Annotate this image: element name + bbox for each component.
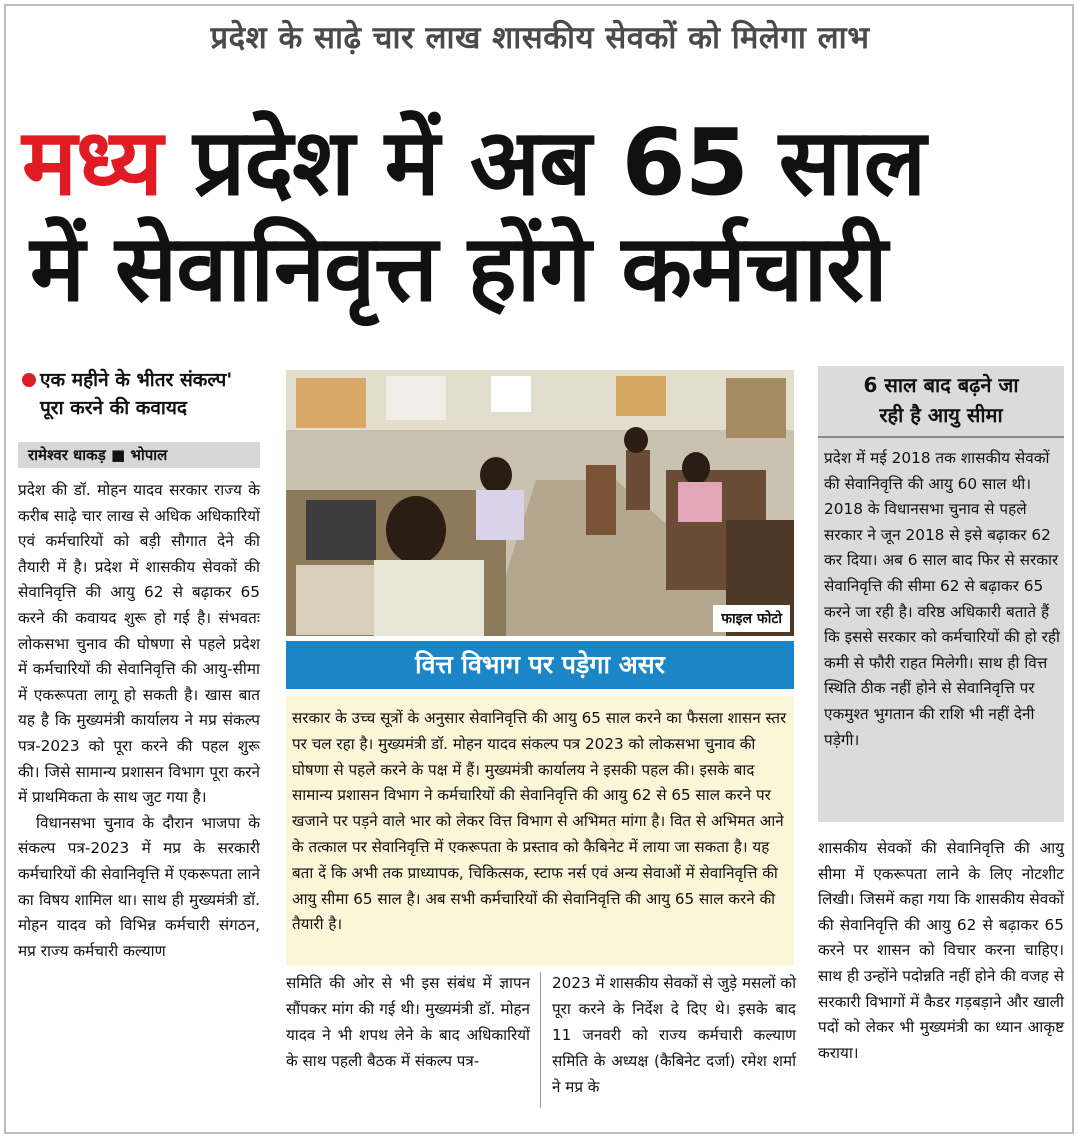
middle-column-2 bbox=[552, 970, 796, 1100]
red-bullet-icon bbox=[22, 373, 36, 387]
sidebar-title-line2: रही है आयु सीमा bbox=[879, 403, 1003, 427]
right-column-text: शासकीय सेवकों की सेवानिवृत्ति की आयु सीमा में एकरूपता लाने के लिए नोटशीट लिखी। जिसमें कहा गया कि शासकीय सेवकों की सेवानिवृत्ति की आयु 62 से बढ़ाकर 65 करने पर शासन को विचार करना चाहिए। साथ ही उन्होंने पदोन्नति नहीं होने की वजह से सरकारी विभागों में कैडर गड़बड़ाने और खाली पदों को लेकर भी मुख्यमंत्री का ध्यान आकृष्ट कराया। bbox=[818, 839, 1064, 1062]
sidebar-title bbox=[818, 370, 1064, 430]
sidebar-divider bbox=[818, 436, 1064, 438]
left-subheading bbox=[22, 366, 262, 422]
highlight-box-text: सरकार के उच्च सूत्रों के अनुसार सेवानिवृत्ति की आयु 65 साल करने का फैसला शासन स्तर पर चल रहा है। मुख्यमंत्री डॉ. मोहन यादव संकल्प पत्र 2023 को लोकसभा चुनाव की घोषणा से पहले करने के पक्ष में हैं। मुख्यमंत्री कार्यालय ने इसकी पहल की। इसके बाद सामान्य प्रशासन विभाग ने कर्मचारियों की सेवानिवृत्ति की आयु 62 से 65 साल करने पर खजाने पर पड़ने वाले भार को लेकर वित्त विभाग से अभिमत मांगा है। वित से अभिमत आने के तत्काल पर सेवानिवृत्ति में एकरूपता के प्रस्ताव को कैबिनेट में लाया जा सकता है। यह बता दें कि अभी तक प्राध्यापक, चिकित्सक, स्टाफ नर्स एवं अन्य सेवाओं में सेवानिवृत्ति की आयु सीमा 65 साल है। अब सभी कर्मचारियों की सेवानिवृत्ति की आयु 65 साल करने की तैयारी है। bbox=[292, 709, 787, 934]
left-paragraph-2: विधानसभा चुनाव के दौरान भाजपा के संकल्प पत्र-2023 में मप्र के सरकारी कर्मचारियों की सेवानिवृत्ति में एकरूपता लाने का विषय शामिल था। साथ ही मुख्यमंत्री डॉ. मोहन यादव को विभिन्न कर्मचारी संगठन, मप्र राज्य कर्मचारी कल्याण bbox=[18, 813, 260, 960]
subheading-line1: एक महीने के भीतर संकल्प' bbox=[40, 369, 233, 391]
column-divider bbox=[540, 972, 541, 1108]
byline: रामेश्वर धाकड़ ■ भोपाल bbox=[18, 442, 260, 468]
sidebar-text bbox=[824, 446, 1060, 753]
right-column bbox=[818, 836, 1064, 1066]
sidebar-paragraph: प्रदेश में मई 2018 तक शासकीय सेवकों की सेवानिवृत्ति की आयु 60 साल थी। 2018 के विधानसभा चुनाव से पहले सरकार ने जून 2018 से इसे बढ़ाकर 62 कर दिया। अब 6 साल बाद फिर से सरकार सेवानिवृत्ति की सीमा 62 से बढ़ाकर 65 करने जा रही है। वरिष्ठ अधिकारी बताते हैं कि इससे सरकार को कर्मचारियों की हो रही कमी से फौरी राहत मिलेगी। साथ ही वित्त स्थिति ठीक नहीं होने से सेवानिवृत्ति पर एकमुश्त भुगतान की राशि भी नहीं देनी पड़ेगी। bbox=[824, 449, 1060, 749]
left-paragraph-1: प्रदेश की डॉ. मोहन यादव सरकार राज्य के करीब साढ़े चार लाख से अधिक अधिकारियों एवं कर्मचारियों को बड़ी सौगात देने की तैयारी में है। प्रदेश में शासकीय सेवकों की सेवानिवृत्ति की आयु 62 से बढ़ाकर 65 करने की कवायद शुरू हो गई है। संभवतः लोकसभा चुनाव की घोषणा से पहले प्रदेश में कर्मचारियों की सेवानिवृत्ति की आयु-सीमा में एकरूपता लागू हो सकती है। खास बात यह है कि मुख्यमंत्री कार्यालय ने मप्र संकल्प पत्र-2023 को पूरा करने की पहल शुरू की। जिसे सामान्य प्रशासन विभाग पूरा करने में प्राथमिकता के साथ जुट गया है। bbox=[18, 481, 260, 807]
sidebar-title-line1: 6 साल बाद बढ़ने जा bbox=[863, 373, 1019, 397]
kicker-headline: प्रदेश के साढ़े चार लाख शासकीय सेवकों को मिलेगा लाभ bbox=[210, 20, 870, 56]
office-illustration bbox=[286, 370, 794, 636]
office-photo bbox=[286, 370, 794, 636]
headline-red-word: मध्य bbox=[22, 109, 162, 216]
headline-line1-rest: प्रदेश में अब 65 साल bbox=[193, 109, 926, 216]
subheading-line2: पूरा करने की कवायद bbox=[40, 397, 187, 419]
left-column-body bbox=[18, 478, 260, 964]
middle-column-1-text: समिति की ओर से भी इस संबंध में ज्ञापन सौंपकर मांग की गई थी। मुख्यमंत्री डॉ. मोहन यादव ने भी शपथ लेने के बाद अधिकारियों के साथ पहली बैठक में संकल्प पत्र- bbox=[286, 974, 530, 1070]
middle-column-2-text: 2023 में शासकीय सेवकों से जुड़े मसलों को पूरा करने के निर्देश दे दिए थे। इसके बाद 11 जनवरी को राज्य कर्मचारी कल्याण समिति के अध्यक्ष (कैबिनेट दर्जा) रमेश शर्मा ने मप्र के bbox=[552, 974, 796, 1096]
highlight-box bbox=[286, 696, 794, 966]
main-headline-line2: में सेवानिवृत्त होंगे कर्मचारी bbox=[30, 215, 887, 322]
photo-caption: फाइल फोटो bbox=[713, 605, 790, 632]
main-headline-line1 bbox=[22, 100, 1062, 226]
middle-column-1 bbox=[286, 970, 530, 1074]
finance-heading-bar: वित्त विभाग पर पड़ेगा असर bbox=[286, 641, 794, 689]
